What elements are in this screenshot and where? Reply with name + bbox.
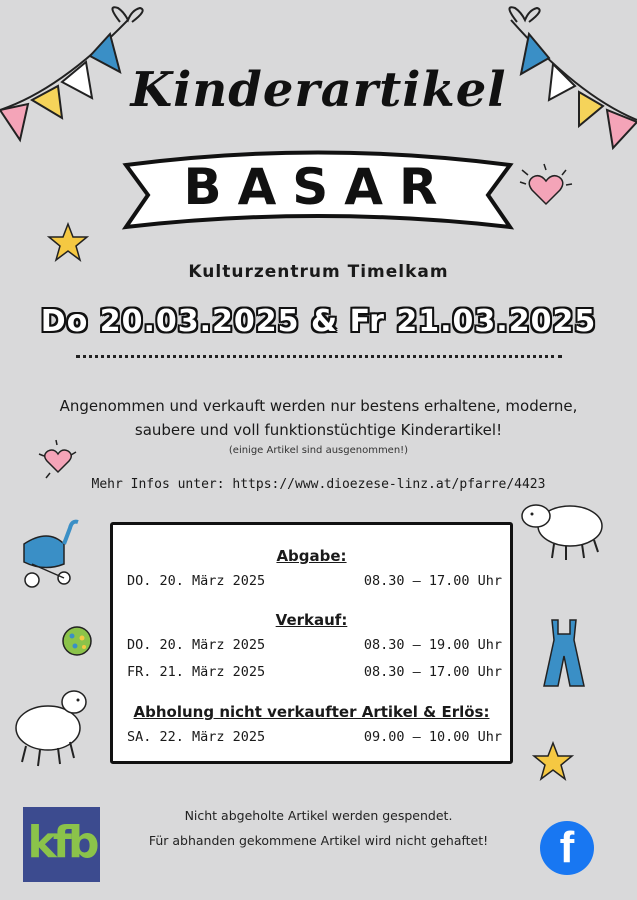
schedule-day: DO. 20. März 2025 [127,573,266,589]
description [0,394,637,442]
stroller-icon [18,514,88,592]
more-info-link[interactable]: Mehr Infos unter: https://www.dioezese-linz.at/pfarre/4423 [91,477,546,492]
schedule-day: FR. 21. März 2025 [127,664,266,680]
footer-line-2: Für abhanden gekommene Artikel wird nicht gehaftet! [148,833,489,848]
facebook-logo-text: f [559,823,575,872]
schedule-time: 08.30 – 17.00 Uhr [363,573,502,589]
schedule-time: 08.30 – 17.00 Uhr [363,664,502,680]
kfb-logo-text: kfb [27,817,96,868]
venue-text: Kulturzentrum Timelkam [188,262,449,282]
overalls-icon [534,616,594,692]
facebook-icon[interactable] [540,821,594,875]
event-dates: Do 20.03.2025 & Fr 21.03.2025 [40,304,597,339]
kfb-logo [23,807,100,882]
schedule-day: SA. 22. März 2025 [127,729,266,745]
star-icon [532,741,574,781]
abgabe-title: Abgabe: [276,547,347,565]
verkauf-title: Verkauf: [275,611,348,629]
poster-title: Kinderartikel [130,62,507,118]
abholung-title: Abholung nicht verkaufter Artikel & Erlös: [133,703,490,721]
schedule-time: 09.00 – 10.00 Uhr [363,729,502,745]
ball-icon [60,624,94,658]
sheep-icon [518,494,608,564]
star-icon [47,222,89,262]
schedule-box [110,522,513,764]
schedule-time: 08.30 – 19.00 Uhr [363,637,502,653]
description-line-1: Angenommen und verkauft werden nur bestens erhaltene, moderne, [59,397,578,415]
basar-heading: BASAR [183,158,454,216]
exception-note: (einige Artikel sind ausgenommen!) [228,445,409,456]
dotted-divider [76,355,562,358]
heart-icon [516,162,576,214]
footer-line-1: Nicht abgeholte Artikel werden gespendet. [184,808,453,823]
sheep-icon [8,682,98,772]
description-line-2: saubere und voll funktionstüchtige Kinderartikel! [134,421,503,439]
schedule-day: DO. 20. März 2025 [127,637,266,653]
